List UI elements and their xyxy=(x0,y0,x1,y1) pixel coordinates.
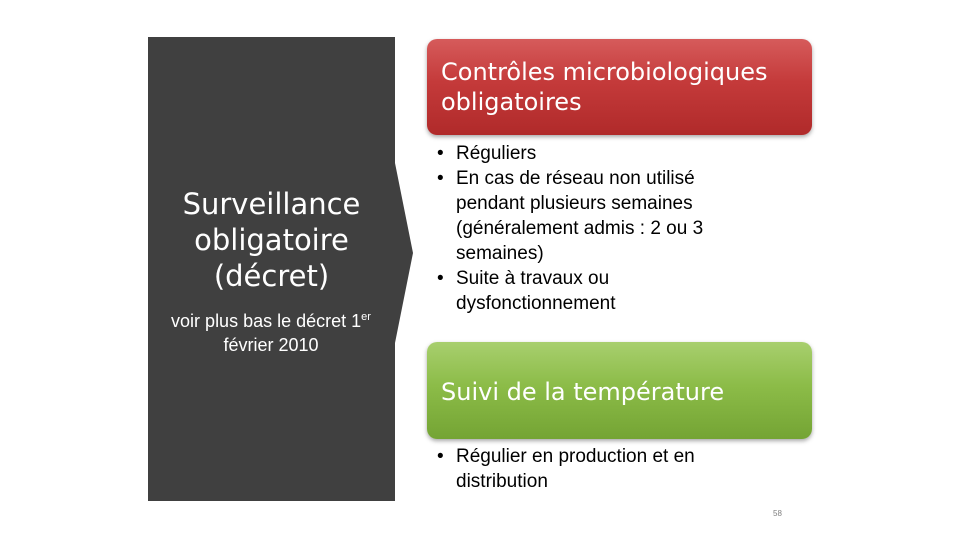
section-1-header xyxy=(427,39,812,135)
section-2-bullet-list xyxy=(437,444,767,494)
subtitle-prefix: voir plus bas le décret 1 xyxy=(171,311,362,331)
left-panel-title: Surveillance obligatoire (décret) xyxy=(182,187,361,293)
page-number: 58 xyxy=(773,509,782,518)
subtitle-suffix: février 2010 xyxy=(223,335,319,355)
subtitle-superscript: er xyxy=(361,311,371,323)
list-item: • Suite à travaux ou dysfonctionnement xyxy=(437,266,767,316)
list-item: • Régulier en production et en distribution xyxy=(437,444,767,494)
section-2-header-text: Suivi de la température xyxy=(441,378,725,406)
list-item: • Réguliers xyxy=(437,141,767,166)
list-item: • En cas de réseau non utilisé pendant plusieurs semaines (généralement admis : 2 ou 3 semaines) xyxy=(437,166,767,266)
section-1-header-text: Contrôles microbiologiques obligatoires xyxy=(441,58,768,116)
left-panel-subtitle xyxy=(160,305,382,357)
section-1-bullet-list xyxy=(437,141,767,316)
section-2-header xyxy=(427,342,812,439)
